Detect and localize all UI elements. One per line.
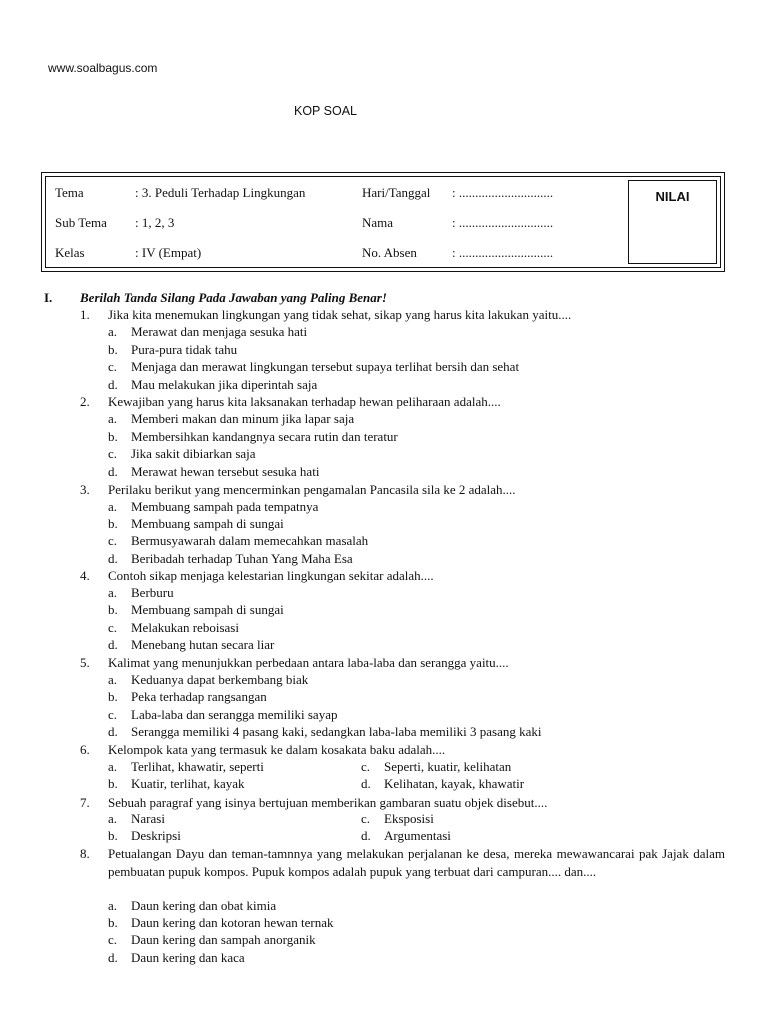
option-text: Memberi makan dan minum jika lapar saja: [131, 411, 355, 426]
option-text: Menjaga dan merawat lingkungan tersebut supaya terlihat bersih dan sehat: [131, 359, 520, 374]
option-letter: c.: [108, 533, 118, 548]
option-letter: a.: [108, 499, 118, 514]
info-label: Sub Tema: [55, 215, 107, 230]
option-letter: c.: [108, 707, 118, 722]
option-text: Membuang sampah pada tempatnya: [131, 499, 319, 514]
info-frame-inner: [45, 176, 721, 268]
option-text: Merawat hewan tersebut sesuka hati: [131, 464, 320, 479]
option-text: Melakukan reboisasi: [131, 620, 239, 635]
section-title: Berilah Tanda Silang Pada Jawaban yang Paling Benar!: [80, 290, 387, 305]
option-text: Narasi: [131, 811, 165, 826]
option-letter: b.: [108, 828, 118, 843]
question-text: Contoh sikap menjaga kelestarian lingkungan sekitar adalah....: [108, 568, 434, 583]
option-letter: c.: [361, 811, 371, 826]
option-text: Daun kering dan obat kimia: [131, 898, 277, 913]
option-text: Jika sakit dibiarkan saja: [131, 446, 256, 461]
option-letter: c.: [108, 446, 118, 461]
question-number: 8.: [80, 846, 90, 861]
section-number: I.: [44, 290, 53, 305]
info-value: : 1, 2, 3: [135, 215, 175, 230]
question-number: 6.: [80, 742, 90, 757]
option-letter: b.: [108, 342, 118, 357]
option-text: Pura-pura tidak tahu: [131, 342, 238, 357]
option-letter: b.: [108, 689, 118, 704]
question-number: 1.: [80, 307, 90, 322]
option-text: Daun kering dan kaca: [131, 950, 245, 965]
option-letter: d.: [108, 377, 118, 392]
option-text: Eksposisi: [384, 811, 434, 826]
nilai-box: [628, 180, 717, 264]
info-fill-blank: : .............................: [452, 185, 554, 200]
option-text: Merawat dan menjaga sesuka hati: [131, 324, 308, 339]
option-letter: a.: [108, 759, 118, 774]
option-letter: a.: [108, 324, 118, 339]
option-letter: b.: [108, 429, 118, 444]
option-letter: a.: [108, 672, 118, 687]
option-text: Membuang sampah di sungai: [131, 516, 284, 531]
question-number: 4.: [80, 568, 90, 583]
question-text: Kalimat yang menunjukkan perbedaan antara laba-laba dan serangga yaitu....: [108, 655, 509, 670]
option-text: Argumentasi: [384, 828, 451, 843]
website-url: www.soalbagus.com: [48, 61, 158, 75]
option-letter: d.: [108, 950, 118, 965]
info-value: : 3. Peduli Terhadap Lingkungan: [135, 185, 306, 200]
info-fill-blank: : .............................: [452, 245, 554, 260]
info-label: Nama: [362, 215, 394, 230]
info-label: Hari/Tanggal: [362, 185, 431, 200]
option-text: Berburu: [131, 585, 174, 600]
option-text: Deskripsi: [131, 828, 181, 843]
option-letter: b.: [108, 776, 118, 791]
option-text: Beribadah terhadap Tuhan Yang Maha Esa: [131, 551, 353, 566]
kop-soal-heading: KOP SOAL: [294, 104, 357, 118]
question-number: 2.: [80, 394, 90, 409]
question-text: Jika kita menemukan lingkungan yang tidak sehat, sikap yang harus kita lakukan yaitu....: [108, 307, 572, 322]
option-letter: a.: [108, 411, 118, 426]
option-text: Daun kering dan kotoran hewan ternak: [131, 915, 334, 930]
option-letter: c.: [361, 759, 371, 774]
option-letter: d.: [361, 776, 371, 791]
option-letter: d.: [361, 828, 371, 843]
nilai-label: NILAI: [655, 189, 690, 204]
question-number: 3.: [80, 482, 90, 497]
option-letter: d.: [108, 724, 118, 739]
option-text: Seperti, kuatir, kelihatan: [384, 759, 512, 774]
option-text: Mau melakukan jika diperintah saja: [131, 377, 318, 392]
info-frame: [41, 172, 725, 272]
option-text: Membuang sampah di sungai: [131, 602, 284, 617]
option-text: Kelihatan, kayak, khawatir: [384, 776, 525, 791]
option-text: Peka terhadap rangsangan: [131, 689, 267, 704]
option-text: Daun kering dan sampah anorganik: [131, 932, 316, 947]
option-letter: c.: [108, 359, 118, 374]
option-text: Laba-laba dan serangga memiliki sayap: [131, 707, 338, 722]
question-text: Kelompok kata yang termasuk ke dalam kosakata baku adalah....: [108, 742, 446, 757]
option-text: Keduanya dapat berkembang biak: [131, 672, 309, 687]
info-value: : IV (Empat): [135, 245, 202, 260]
question-text: Petualangan Dayu dan teman-tamnnya yang melakukan perjalanan ke desa, mereka mewawancarai pak Jajak dalam pembuatan pupuk kompos. Pupuk kompos adalah pupuk yang terbuat dari campuran.... dan....: [108, 846, 725, 879]
info-label: No. Absen: [362, 245, 417, 260]
option-letter: a.: [108, 585, 118, 600]
info-label: Tema: [55, 185, 84, 200]
option-letter: d.: [108, 551, 118, 566]
option-letter: c.: [108, 932, 118, 947]
question-number: 5.: [80, 655, 90, 670]
question-text: Perilaku berikut yang mencerminkan pengamalan Pancasila sila ke 2 adalah....: [108, 482, 516, 497]
option-text: Terlihat, khawatir, seperti: [131, 759, 264, 774]
question-number: 7.: [80, 795, 90, 810]
option-text: Bermusyawarah dalam memecahkan masalah: [131, 533, 369, 548]
option-letter: a.: [108, 811, 118, 826]
option-letter: a.: [108, 898, 118, 913]
option-text: Menebang hutan secara liar: [131, 637, 275, 652]
option-letter: b.: [108, 516, 118, 531]
question-text: Kewajiban yang harus kita laksanakan terhadap hewan peliharaan adalah....: [108, 394, 501, 409]
option-text: Serangga memiliki 4 pasang kaki, sedangkan laba-laba memiliki 3 pasang kaki: [131, 724, 542, 739]
option-letter: d.: [108, 464, 118, 479]
info-fill-blank: : .............................: [452, 215, 554, 230]
option-letter: b.: [108, 602, 118, 617]
option-text: Membersihkan kandangnya secara rutin dan teratur: [131, 429, 398, 444]
option-letter: b.: [108, 915, 118, 930]
question-text: Sebuah paragraf yang isinya bertujuan memberikan gambaran suatu objek disebut....: [108, 795, 548, 810]
option-text: Kuatir, terlihat, kayak: [131, 776, 245, 791]
option-letter: d.: [108, 637, 118, 652]
info-label: Kelas: [55, 245, 85, 260]
option-letter: c.: [108, 620, 118, 635]
